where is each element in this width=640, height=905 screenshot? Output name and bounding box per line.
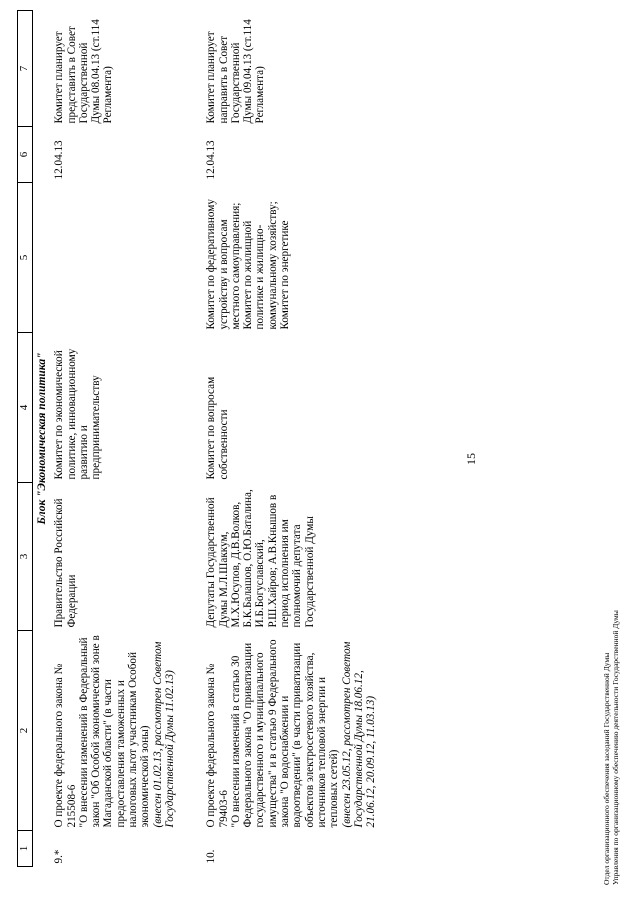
block-title-row xyxy=(33,11,53,867)
bill-subject: "О внесении изменений в статью 30 Федерального закона "О приватизации государственного и муниципального имущества" и в статью 9 Федерального закона "О водоснабжении и водоотведении" (в части приватизации объектов электросетевого хозяйства, источников тепловой энергии и тепловых сетей) xyxy=(229,639,341,828)
bill-title: О проекте федерального закона № 215508-6 xyxy=(53,663,78,828)
column-header: 6 xyxy=(18,127,33,183)
co-committees: Комитет по федеративному устройству и вопросам местного самоуправления; Комитет по жилищной политике и жилищно-коммунальному хозяйству; Комитет по энергетике xyxy=(205,199,292,330)
column-header: 1 xyxy=(18,831,33,867)
responsible-committee: Комитет по экономической политике, инновационному развитию и предпринимательству xyxy=(53,348,103,480)
table-row xyxy=(204,11,378,867)
column-header-row xyxy=(18,11,33,867)
column-header: 5 xyxy=(18,183,33,333)
bill-status: Комитет планирует представить в Совет Государственной Думы 08.04.13 (ст.114 Регламента) xyxy=(53,19,115,124)
bill-subject: "О внесении изменений в Федеральный закон "Об Особой экономической зоне в Магаданской области" (в части предоставления таможенных и налоговых льгот участникам Особой экономической зоны) xyxy=(77,635,152,828)
agenda-table xyxy=(17,10,378,867)
deadline-date: 12.04.13 xyxy=(205,140,218,180)
responsible-committee: Комитет по вопросам собственности xyxy=(205,376,230,480)
row-number: 9.* xyxy=(53,849,66,864)
bill-author: Правительство Российской Федерации xyxy=(53,498,78,628)
column-header: 3 xyxy=(18,483,33,631)
row-number: 10. xyxy=(205,849,218,864)
co-committees xyxy=(52,183,204,333)
bill-history: (внесен 23.05.12, рассмотрен Советом Государственной Думы 18.06.12, 21.06.12, 20.09.12, 11.03.13) xyxy=(340,641,378,828)
block-title: Блок "Экономическая политика" xyxy=(36,352,48,525)
bill-description xyxy=(52,631,204,831)
bill-description xyxy=(204,631,378,831)
column-header: 7 xyxy=(18,11,33,127)
deadline-date: 12.04.13 xyxy=(53,140,66,180)
bill-author: Депутаты Государственной Думы М.Л.Шаккум, М.Х.Юсупов, Д.В.Волков, Б.К.Балашов, О.Ю.Баталина, И.Б.Богуславский, Р.Ш.Хайров; А.В.Кнышов в период исполнения им полномочий депутата Государственной Думы xyxy=(205,489,316,628)
page-number: 15 xyxy=(464,453,478,465)
column-header: 2 xyxy=(18,631,33,831)
table-row xyxy=(52,11,204,867)
bill-history: (внесен 01.02.13, рассмотрен Советом Государственной Думы 11.02.13) xyxy=(151,641,176,828)
bill-title: О проекте федерального закона № 79403-6 xyxy=(205,663,230,828)
column-header: 4 xyxy=(18,333,33,483)
footer-department: Отдел организационного обеспечения заседаний Государственной Думы xyxy=(602,652,611,885)
bill-status: Комитет планирует направить в Совет Государственной Думы 09.04.13 (ст.114 Регламента) xyxy=(205,19,267,124)
footer-directorate: Управления по организационному обеспечению деятельности Государственной Думы xyxy=(611,610,620,885)
